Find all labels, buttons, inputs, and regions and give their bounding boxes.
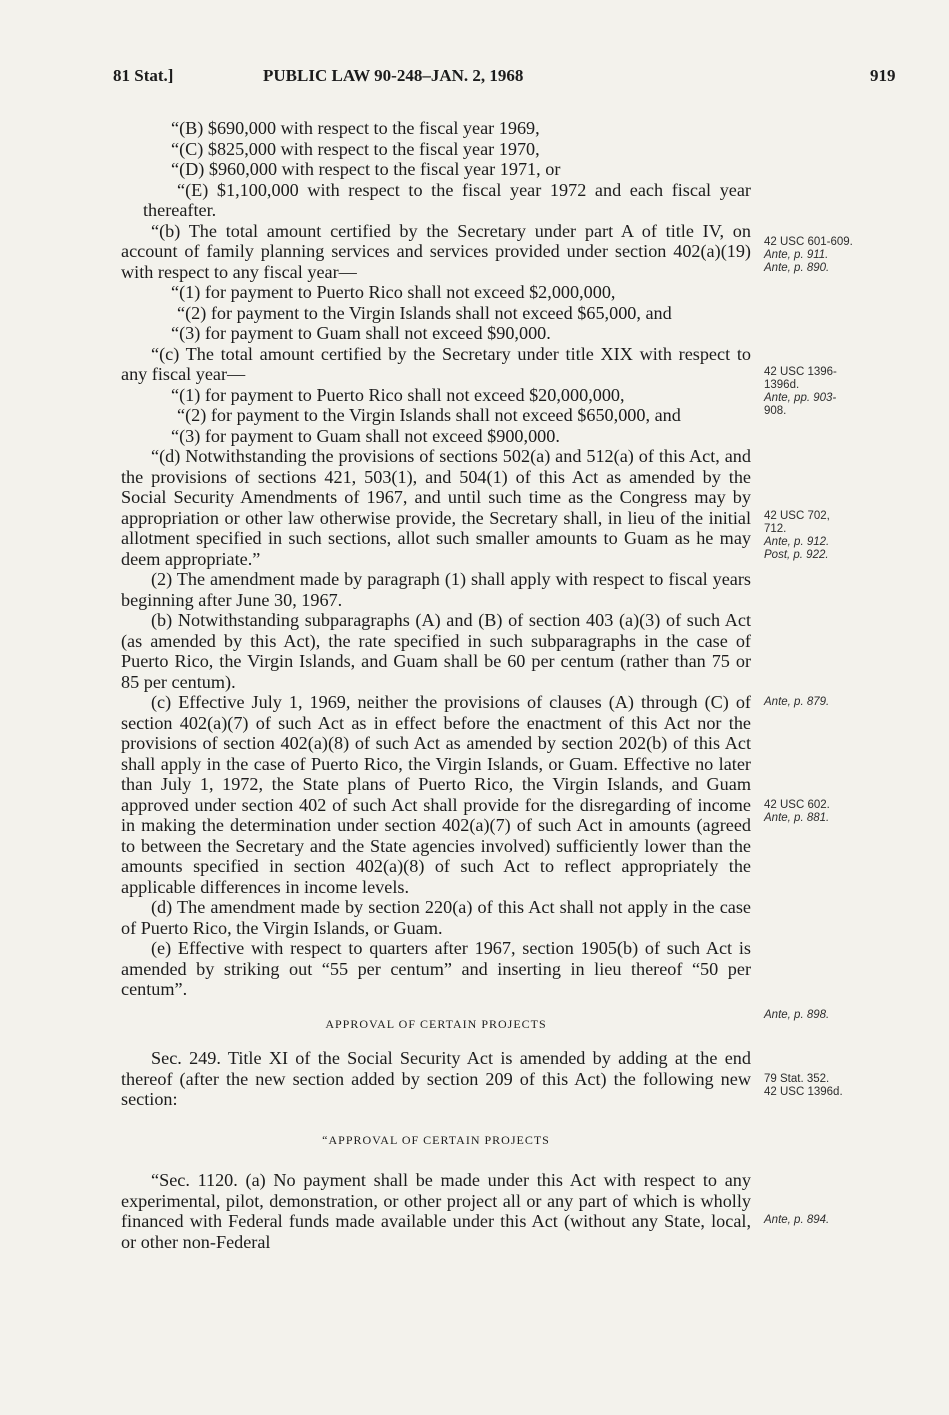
margin-note: Ante, p. 894. [764, 1214, 830, 1226]
paragraph: “(b) The total amount certified by the Secretary under part A of title IV, on account of family planning services and services provided under section 402(a)(19) with respect to any fiscal year— [121, 220, 751, 282]
margin-note: Ante, p. 879. [764, 696, 830, 708]
paragraph: “Sec. 1120. (a) No payment shall be made under this Act with respect to any experimental, pilot, demonstration, or other project all or any part of which is wholly financed with Federal funds made available under this Act (without any State, local, or other non-Federal [121, 1170, 751, 1252]
paragraph: (b) Notwithstanding subparagraphs (A) and (B) of section 403 (a)(3) of such Act (as amended by this Act), the rate specified in such subparagraphs in the case of Puerto Rico, the Virgin Islands, and Guam shall be 60 per centum (rather than 75 or 85 per centum). [121, 610, 751, 692]
page-number: 919 [870, 66, 896, 85]
margin-note: 42 USC 601-609. Ante, p. 911. Ante, p. 890. [764, 236, 853, 274]
margin-note: 42 USC 702, 712. Ante, p. 912. Post, p. 922. [764, 510, 830, 561]
paragraph: “(2) for payment to the Virgin Islands shall not exceed $650,000, and [177, 405, 681, 425]
paragraph: “(D) $960,000 with respect to the fiscal year 1971, or [171, 159, 561, 179]
paragraph: “(c) The total amount certified by the Secretary under title XIX with respect to any fiscal year— [121, 343, 751, 384]
section-heading: “APPROVAL OF CERTAIN PROJECTS [322, 1132, 550, 1147]
paragraph: “(1) for payment to Puerto Rico shall not exceed $2,000,000, [171, 282, 616, 302]
margin-note: 42 USC 602. Ante, p. 881. [764, 799, 830, 824]
paragraph: (2) The amendment made by paragraph (1) shall apply with respect to fiscal years beginning after June 30, 1967. [121, 569, 751, 610]
paragraph: “(E) $1,100,000 with respect to the fiscal year 1972 and each fiscal year thereafter. [143, 179, 751, 220]
paragraph: “(3) for payment to Guam shall not exceed $900,000. [171, 425, 560, 446]
header-title: PUBLIC LAW 90-248–JAN. 2, 1968 [263, 66, 524, 85]
document-body [121, 118, 751, 1252]
margin-note: 42 USC 1396- 1396d. Ante, pp. 903- 908. [764, 366, 837, 417]
paragraph: “(C) $825,000 with respect to the fiscal year 1970, [171, 138, 540, 159]
paragraph: “(B) $690,000 with respect to the fiscal year 1969, [171, 118, 540, 138]
paragraph: (c) Effective July 1, 1969, neither the provisions of clauses (A) through (C) of section 402(a)(7) of such Act as in effect before the enactment of this Act nor the provisions of section 402(a)(8) of such Act as amended by section 202(b) of this Act shall apply in the case of Puerto Rico, the Virgin Islands, or Guam. Effective no later than July 1, 1972, the State plans of Puerto Rico, the Virgin Islands, and Guam approved under section 402 of such Act shall provide for the disregarding of income in making the determination under section 402(a)(7) of such Act in amounts (agreed to between the Secretary and the State agencies involved) sufficiently lower than the amounts specified in section 402(a)(8) of such Act to reflect appropriately the applicable differences in income levels. [121, 692, 751, 897]
paragraph: “(d) Notwithstanding the provisions of sections 502(a) and 512(a) of this Act, and the provisions of sections 421, 503(1), and 504(1) of this Act as amended by the Social Security Amendments of 1967, and until such time as the Congress may by appropriation or other law otherwise provide, the Secretary shall, in lieu of the initial allotment specified in such sections, allot such smaller amounts to Guam as he may deem appropriate.” [121, 446, 751, 569]
paragraph: Sec. 249. Title XI of the Social Security Act is amended by adding at the end thereof (after the new section added by section 209 of this Act) the following new section: [121, 1048, 751, 1109]
paragraph: (d) The amendment made by section 220(a) of this Act shall not apply in the case of Puerto Rico, the Virgin Islands, or Guam. [121, 897, 751, 938]
margin-note: Ante, p. 898. [764, 1009, 830, 1021]
paragraph: “(3) for payment to Guam shall not exceed $90,000. [171, 323, 551, 343]
header-stat-reference: 81 Stat.] [113, 66, 174, 85]
margin-note: 79 Stat. 352. 42 USC 1396d. [764, 1073, 843, 1098]
paragraph: “(1) for payment to Puerto Rico shall not exceed $20,000,000, [171, 384, 625, 405]
paragraph: (e) Effective with respect to quarters after 1967, section 1905(b) of such Act is amended by striking out “55 per centum” and inserting in lieu thereof “50 per centum”. [121, 938, 751, 999]
paragraph: “(2) for payment to the Virgin Islands shall not exceed $65,000, and [177, 302, 672, 323]
section-heading: APPROVAL OF CERTAIN PROJECTS [325, 1016, 547, 1031]
